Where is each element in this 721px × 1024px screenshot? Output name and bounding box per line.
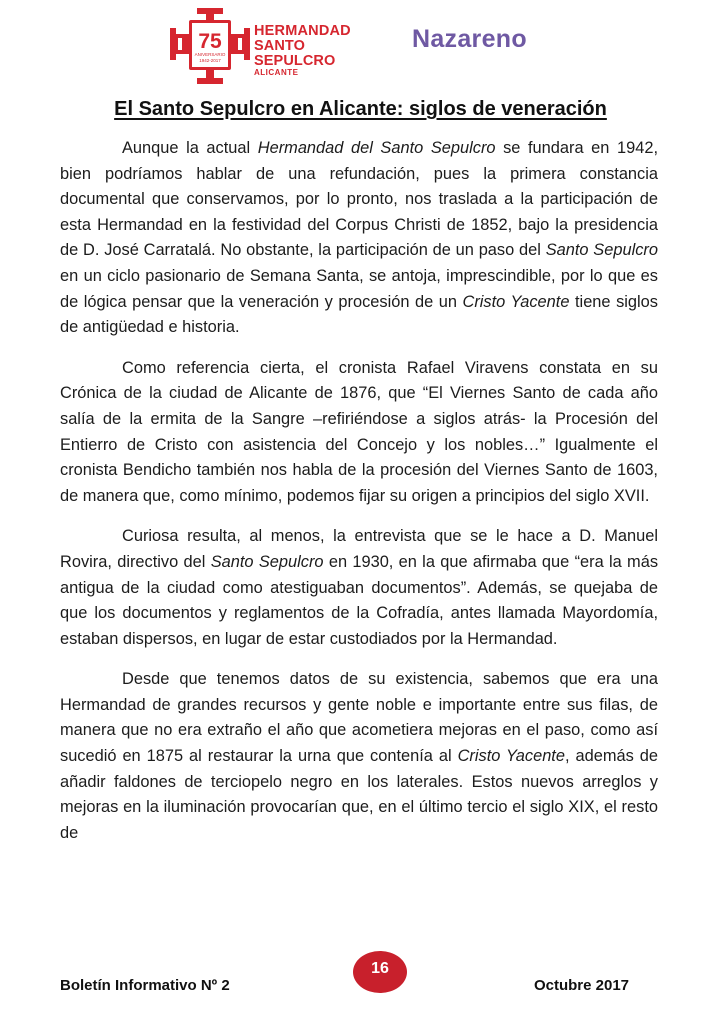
footer-date: Octubre 2017 [533,977,629,994]
italic-text: Santo Sepulcro [545,241,658,260]
italic-text: Santo Sepulcro [210,552,324,571]
paragraph-text: Curiosa resulta, al menos, la entrevista que se le hace a D. Manuel Rovira, directivo del [60,527,658,571]
article-title: El Santo Sepulcro en Alicante: siglos de veneración [114,98,607,120]
article-paragraph [60,356,658,510]
cross-emblem-icon [170,8,250,84]
footer-publication: Boletín Informativo Nº 2 [60,977,230,994]
article-paragraph [60,524,658,652]
logo-line-3: ALICANTE [254,68,299,78]
paragraph-text: se fundara en 1942, bien podríamos hablar de una refundación, pues la primera constancia documental que conservamos, por lo pronto, nos traslada a la participación de esta Hermandad en la festividad del Corpus Christi de 1852, bajo la presidencia de D. José Carratalá. No obstante, la participación de un paso del [60,139,658,260]
logo-years: 1942-2017 [199,58,221,63]
paragraph-text: tiene siglos de antigüedad e historia. [60,292,658,337]
logo-wordmark [254,24,370,78]
article-paragraph [60,667,658,846]
logo-line-2: SANTO SEPULCRO [254,37,336,69]
paragraph-text: , además de añadir faldones de terciopelo negro en los laterales. Estos nuevos arreglos y mejoras en la iluminación provocarían que, en el último tercio el siglo XIX, el resto de [60,747,658,842]
logo-line-1: HERMANDAD [254,23,351,39]
paragraph-text: Como referencia cierta, el cronista Rafael Viravens constata en su Crónica de la ciudad de Alicante de 1876, que “El Viernes Santo de cada año salía de la ermita de la Sangre –refiriéndose a siglos atrás- la Procesión del Entierro de Cristo con asistencia del Concejo y los nobles…” Igualmente el cronista Bendicho también nos habla de la procesión del Viernes Santo de 1603, de manera que, como mínimo, podemos fijar su origen a principios del siglo XVII. [60,358,658,505]
page-number: 16 [371,960,389,977]
paragraph-text: Desde que tenemos datos de su existencia, sabemos que era una Hermandad de grandes recursos y gente noble e importante entre sus filas, de manera que no era extraño el año que acometiera mejoras en el paso, como así sucedió en 1875 al restaurar la urna que contenía al [60,670,658,766]
logo-anniversary-number: 75 [198,30,222,53]
paragraph-text: en un ciclo pasionario de Semana Santa, se antoja, imprescindible, por lo que es de lógica pensar que la veneración y procesión de un [60,266,658,311]
logo-anniversary-word: ANIVERSARIO [194,52,226,57]
italic-text: Cristo Yacente [457,747,565,766]
hermandad-logo [170,8,370,84]
section-title: Nazareno [412,25,527,53]
paragraph-text: en 1930, en la que afirmaba que “era la más antigua de la ciudad como atestiguaban documentos”. Además, se quejaba de que los documentos y reglamentos de la Cofradía, antes llamada Mayordomía, estaban dispersos, en lugar de estar custodiados por la Hermandad. [60,552,659,648]
page-number-badge [353,951,407,993]
italic-text: Cristo Yacente [462,292,570,311]
paragraph-text: Aunque la actual [122,139,258,157]
article-paragraph [60,136,658,341]
italic-text: Hermandad del Santo Sepulcro [257,139,496,157]
article-body [60,136,658,846]
